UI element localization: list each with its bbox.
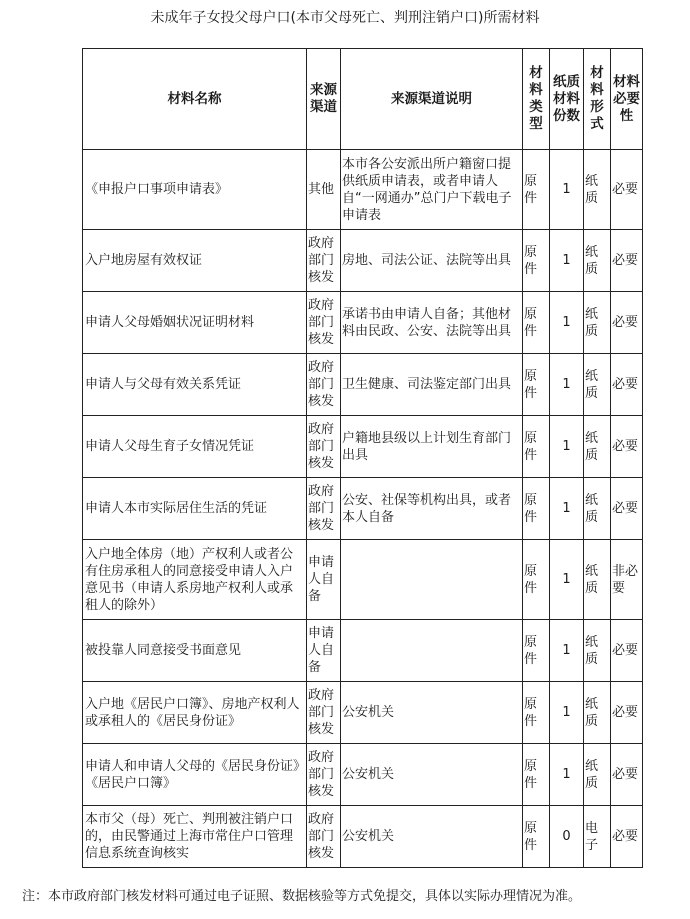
table-row	[83, 354, 643, 416]
cell-material-type: 原件	[523, 806, 550, 868]
table-row	[83, 292, 643, 354]
table-row	[83, 478, 643, 540]
header-necessity: 材料必要性	[611, 49, 643, 150]
table-header-row	[83, 49, 643, 150]
table-row	[83, 416, 643, 478]
cell-material-type: 原件	[523, 682, 550, 744]
materials-table	[82, 48, 643, 868]
cell-material-name: 申请人和申请人父母的《居民身份证》《居民户口簿》	[83, 744, 307, 806]
cell-material-name: 《申报户口事项申请表》	[83, 150, 307, 230]
table-row	[83, 620, 643, 682]
cell-material-form: 纸质	[584, 478, 611, 540]
cell-material-type: 原件	[523, 744, 550, 806]
cell-source: 申请人自备	[307, 540, 341, 620]
cell-source-desc: 户籍地县级以上计划生育部门出具	[341, 416, 523, 478]
cell-source: 政府部门核发	[307, 478, 341, 540]
cell-material-type: 原件	[523, 478, 550, 540]
cell-source-desc: 房地、司法公证、法院等出具	[341, 230, 523, 292]
cell-material-type: 原件	[523, 354, 550, 416]
cell-source: 其他	[307, 150, 341, 230]
cell-paper-copies: 0	[550, 806, 584, 868]
cell-material-type: 原件	[523, 620, 550, 682]
cell-material-form: 纸质	[584, 354, 611, 416]
cell-material-form: 纸质	[584, 416, 611, 478]
cell-necessity: 必要	[611, 292, 643, 354]
cell-paper-copies: 1	[550, 620, 584, 682]
table-row	[83, 150, 643, 230]
cell-paper-copies: 1	[550, 682, 584, 744]
cell-source-desc: 本市各公安派出所户籍窗口提供纸质申请表，或者申请人自“一网通办”总门户下载电子申请表	[341, 150, 523, 230]
cell-material-type: 原件	[523, 230, 550, 292]
cell-paper-copies: 1	[550, 416, 584, 478]
cell-necessity: 必要	[611, 806, 643, 868]
cell-material-name: 申请人与父母有效关系凭证	[83, 354, 307, 416]
cell-necessity: 必要	[611, 478, 643, 540]
cell-material-type: 原件	[523, 416, 550, 478]
cell-source-desc: 卫生健康、司法鉴定部门出具	[341, 354, 523, 416]
cell-material-type: 原件	[523, 540, 550, 620]
cell-necessity: 必要	[611, 230, 643, 292]
cell-paper-copies: 1	[550, 150, 584, 230]
cell-source-desc: 公安机关	[341, 806, 523, 868]
cell-source-desc: 公安机关	[341, 682, 523, 744]
table-row	[83, 744, 643, 806]
cell-material-name: 申请人父母生育子女情况凭证	[83, 416, 307, 478]
cell-material-form: 纸质	[584, 620, 611, 682]
cell-paper-copies: 1	[550, 230, 584, 292]
cell-necessity: 必要	[611, 416, 643, 478]
cell-necessity: 非必要	[611, 540, 643, 620]
cell-source: 政府部门核发	[307, 230, 341, 292]
cell-material-type: 原件	[523, 292, 550, 354]
cell-material-form: 纸质	[584, 682, 611, 744]
cell-necessity: 必要	[611, 354, 643, 416]
cell-material-name: 申请人本市实际居住生活的凭证	[83, 478, 307, 540]
cell-material-name: 被投靠人同意接受书面意见	[83, 620, 307, 682]
header-source: 来源渠道	[307, 49, 341, 150]
cell-source: 政府部门核发	[307, 292, 341, 354]
cell-necessity: 必要	[611, 682, 643, 744]
cell-source-desc: 承诺书由申请人自备；其他材料由民政、公安、法院等出具	[341, 292, 523, 354]
table-row	[83, 682, 643, 744]
cell-source: 政府部门核发	[307, 806, 341, 868]
cell-source: 政府部门核发	[307, 744, 341, 806]
cell-source-desc: 公安、社保等机构出具，或者本人自备	[341, 478, 523, 540]
cell-source: 政府部门核发	[307, 682, 341, 744]
cell-paper-copies: 1	[550, 540, 584, 620]
header-source-desc: 来源渠道说明	[341, 49, 523, 150]
cell-source: 申请人自备	[307, 620, 341, 682]
cell-material-form: 电子	[584, 806, 611, 868]
cell-material-name: 入户地房屋有效权证	[83, 230, 307, 292]
cell-necessity: 必要	[611, 744, 643, 806]
cell-material-form: 纸质	[584, 540, 611, 620]
cell-paper-copies: 1	[550, 744, 584, 806]
cell-paper-copies: 1	[550, 292, 584, 354]
table-row	[83, 540, 643, 620]
cell-source-desc	[341, 620, 523, 682]
cell-source: 政府部门核发	[307, 354, 341, 416]
cell-material-form: 纸质	[584, 292, 611, 354]
cell-necessity: 必要	[611, 150, 643, 230]
cell-source: 政府部门核发	[307, 416, 341, 478]
table-row	[83, 230, 643, 292]
cell-material-name: 申请人父母婚姻状况证明材料	[83, 292, 307, 354]
table-row	[83, 806, 643, 868]
header-material-form: 材料形式	[584, 49, 611, 150]
cell-material-form: 纸质	[584, 150, 611, 230]
cell-material-type: 原件	[523, 150, 550, 230]
cell-material-name: 入户地全体房（地）产权利人或者公有住房承租人的同意接受申请人入户意见书（申请人系房地产权利人或承租人的除外）	[83, 540, 307, 620]
footnote: 注：本市政府部门核发材料可通过电子证照、数据核验等方式免提交，具体以实际办理情况为准。	[22, 889, 582, 904]
cell-material-name: 入户地《居民户口簿》、房地产权利人或承租人的《居民身份证》	[83, 682, 307, 744]
cell-material-name: 本市父（母）死亡、判刑被注销户口的，由民警通过上海市常住户口管理信息系统查询核实	[83, 806, 307, 868]
cell-paper-copies: 1	[550, 354, 584, 416]
cell-source-desc	[341, 540, 523, 620]
cell-material-form: 纸质	[584, 230, 611, 292]
cell-source-desc: 公安机关	[341, 744, 523, 806]
header-material-type: 材料类型	[523, 49, 550, 150]
cell-paper-copies: 1	[550, 478, 584, 540]
page-title: 未成年子女投父母户口(本市父母死亡、判刑注销户口)所需材料	[150, 10, 540, 26]
cell-necessity: 必要	[611, 620, 643, 682]
cell-material-form: 纸质	[584, 744, 611, 806]
header-material-name: 材料名称	[83, 49, 307, 150]
header-paper-copies: 纸质材料份数	[550, 49, 584, 150]
